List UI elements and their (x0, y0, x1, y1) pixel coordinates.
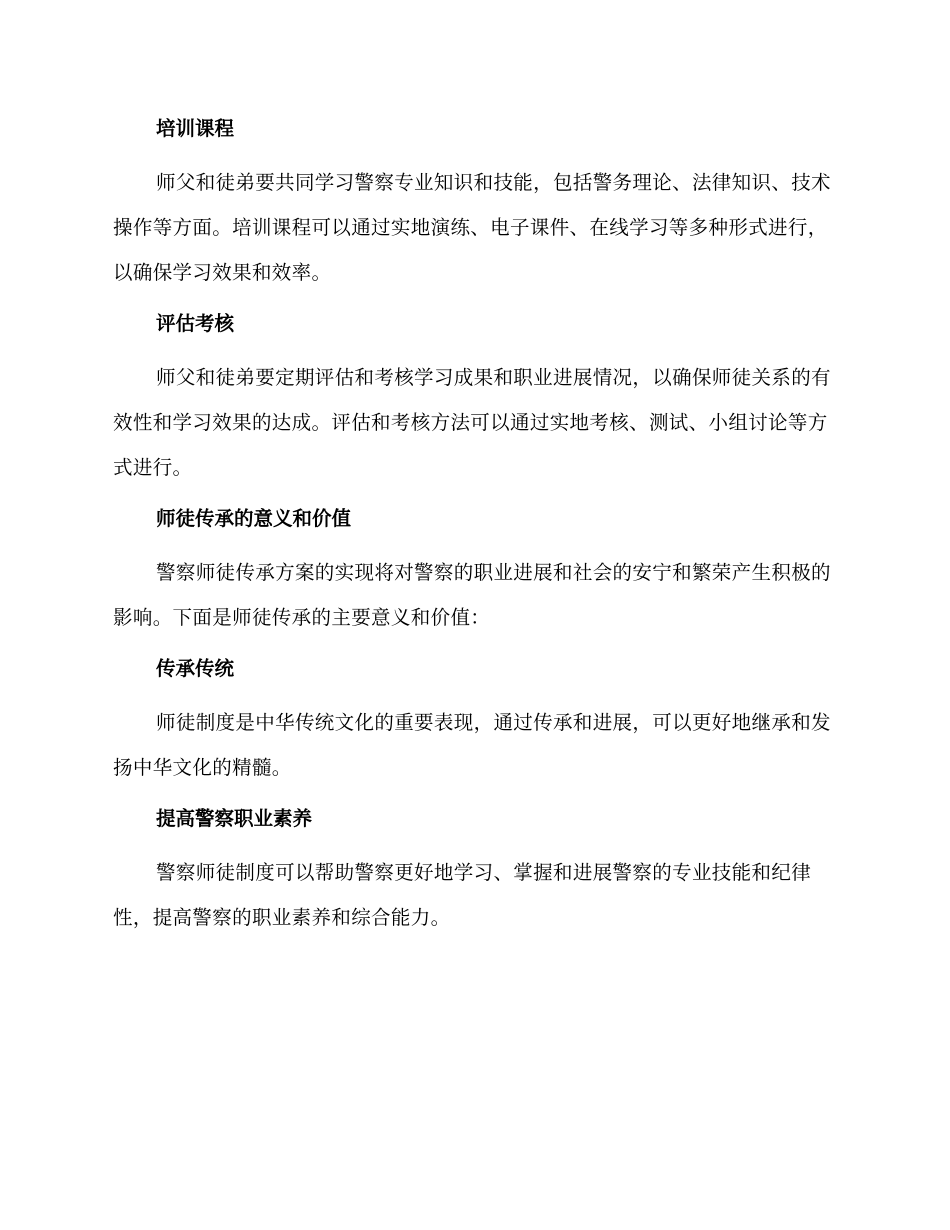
section-heading-evaluation: 评估考核 (156, 312, 235, 335)
section-heading-training-course: 培训课程 (156, 117, 235, 140)
section-paragraph-professional-quality: 警察师徒制度可以帮助警察更好地学习、掌握和进展警察的专业技能和纪律性，提高警察的职业素养和综合能力。 (113, 861, 812, 929)
section-heading-significance-value: 师徒传承的意义和价值 (156, 507, 352, 530)
section-paragraph-training-course: 师父和徒弟要共同学习警察专业知识和技能，包括警务理论、法律知识、技术操作等方面。培训课程可以通过实地演练、电子课件、在线学习等多种形式进行，以确保学习效果和效率。 (113, 171, 831, 284)
section-heading-inherit-tradition: 传承传统 (156, 657, 235, 680)
section-paragraph-evaluation: 师父和徒弟要定期评估和考核学习成果和职业进展情况，以确保师徒关系的有效性和学习效果的达成。评估和考核方法可以通过实地考核、测试、小组讨论等方式进行。 (113, 366, 831, 479)
section-heading-professional-quality: 提高警察职业素养 (156, 807, 313, 830)
section-paragraph-inherit-tradition: 师徒制度是中华传统文化的重要表现，通过传承和进展，可以更好地继承和发扬中华文化的精髓。 (113, 711, 831, 779)
document-body (113, 112, 831, 952)
section-paragraph-significance-value: 警察师徒传承方案的实现将对警察的职业进展和社会的安宁和繁荣产生积极的影响。下面是师徒传承的主要意义和价值： (113, 561, 831, 629)
